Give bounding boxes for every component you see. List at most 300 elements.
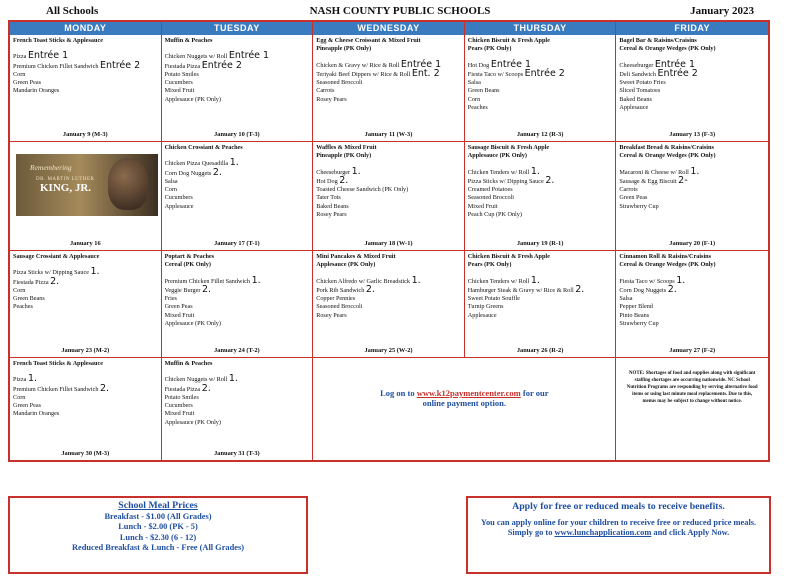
menu-item-text: Strawberry Cup bbox=[619, 320, 659, 328]
handwritten-entree-label: 2. bbox=[99, 382, 110, 394]
menu-item bbox=[13, 375, 158, 384]
breakfast-title: Cereal & Orange Wedges (PK Only) bbox=[619, 152, 716, 160]
menu-item-text: Fiestada Pizza bbox=[164, 62, 201, 70]
menu-items bbox=[316, 274, 461, 320]
mlk-day-image bbox=[16, 154, 158, 216]
menu-item bbox=[13, 268, 158, 277]
price-reduced: Reduced Breakfast & Lunch - Free (All Grades) bbox=[71, 542, 245, 552]
menu-item-text: Seasoned Broccoli bbox=[316, 303, 363, 311]
menu-item-text: Applesauce bbox=[467, 311, 497, 319]
menu-item-text: Carrots bbox=[316, 87, 335, 95]
breakfast-title: Cereal & Orange Wedges (PK Only) bbox=[619, 45, 716, 53]
menu-item-text: Seasoned Broccoli bbox=[467, 194, 515, 202]
breakfast-title: Chicken Biscuit & Fresh Apple bbox=[467, 37, 550, 44]
day-cell-friday bbox=[616, 142, 768, 251]
handwritten-entree-label: 1. bbox=[530, 274, 540, 286]
menu-item bbox=[164, 166, 310, 178]
breakfast-title: Cereal & Orange Wedges (PK Only) bbox=[619, 261, 716, 269]
menu-item bbox=[165, 295, 310, 303]
menu-item-text: Rosey Pears bbox=[316, 311, 347, 319]
payment-line2: online payment option. bbox=[422, 398, 506, 408]
breakfast-title: Cereal (PK Only) bbox=[164, 261, 211, 269]
menu-item-text: Sweet Potato Souffle bbox=[467, 295, 520, 303]
menu-item bbox=[468, 203, 613, 211]
menu-item bbox=[468, 312, 613, 320]
menu-item bbox=[13, 382, 158, 394]
menu-item bbox=[165, 375, 310, 384]
handwritten-entree-label: 2. bbox=[365, 283, 375, 295]
menu-item-text: Fiesta Taco w/ Scoops bbox=[619, 277, 675, 285]
menu-item-text: Fiestada Pizza bbox=[164, 385, 201, 393]
handwritten-entree-label: 1. bbox=[27, 373, 38, 385]
menu-item-text: Pizza Sticks w/ Dipping Sauce bbox=[13, 269, 89, 277]
menu-item bbox=[468, 186, 613, 194]
menu-item bbox=[316, 274, 461, 286]
day-date: January 24 (T-2) bbox=[214, 346, 260, 354]
menu-item bbox=[165, 410, 310, 418]
day-cell-tuesday bbox=[162, 35, 314, 142]
menu-item-text: Chicken Alfredo w/ Garlic Breadstick bbox=[316, 277, 411, 285]
menu-item-text: Fries bbox=[164, 295, 177, 303]
menu-item-text: Cheeseburger bbox=[316, 168, 351, 176]
day-cell-friday bbox=[616, 358, 768, 460]
menu-item bbox=[468, 104, 613, 112]
shortage-note: NOTE: Shortages of food and supplies along with significant staffing shortages are occurring nationwide. NC School Nutrition Programs are responding by serving alternative food items or using last minute meal replacements. Due to this, menus may be subject to change without notice. bbox=[626, 371, 758, 404]
day-cell-tuesday bbox=[162, 358, 314, 460]
menu-item bbox=[467, 67, 613, 79]
menu-item bbox=[468, 194, 613, 202]
breakfast-title: Chicken Crossiant & Peaches bbox=[164, 144, 243, 151]
menu-item bbox=[164, 382, 310, 394]
menu-item bbox=[619, 295, 765, 303]
day-cell-monday bbox=[10, 251, 162, 358]
day-header-thursday: THURSDAY bbox=[465, 22, 617, 35]
menu-item-text: Teriyaki Beef Dippers w/ Rice & Roll bbox=[316, 70, 411, 78]
menu-item-text: Applesauce bbox=[164, 202, 194, 210]
menu-item-text: Applesauce (PK Only) bbox=[164, 95, 221, 103]
menu-item-text: Green Peas bbox=[13, 79, 42, 87]
handwritten-entree-label: 2. bbox=[667, 283, 677, 295]
day-cell-thursday bbox=[465, 35, 617, 142]
district-title: NASH COUNTY PUBLIC SCHOOLS bbox=[309, 5, 491, 17]
meal-prices-title: School Meal Prices bbox=[118, 500, 198, 511]
menu-item bbox=[316, 283, 461, 295]
menu-item bbox=[467, 283, 613, 295]
handwritten-entree-label: Entrée 2 bbox=[657, 67, 698, 79]
menu-item-text: Turnip Greens bbox=[467, 303, 504, 311]
menu-item-text: Chicken Tenders w/ Roll bbox=[467, 277, 530, 285]
menu-item bbox=[13, 295, 158, 303]
day-date: January 19 (R-1) bbox=[516, 239, 564, 247]
menu-item bbox=[13, 71, 158, 79]
menu-item-text: Green Beans bbox=[467, 87, 500, 95]
menu-item bbox=[468, 303, 613, 311]
menu-item-text: Baked Beans bbox=[619, 95, 652, 103]
menu-items bbox=[316, 165, 461, 220]
breakfast-title: Pears (PK Only) bbox=[467, 45, 512, 53]
handwritten-entree-label: 1. bbox=[690, 165, 700, 177]
handwritten-entree-label: 1. bbox=[251, 274, 261, 286]
menu-items bbox=[619, 165, 765, 211]
menu-calendar bbox=[8, 20, 770, 462]
menu-item-text: Chicken & Gravy w/ Rice & Roll bbox=[316, 61, 400, 69]
menu-item bbox=[619, 87, 765, 95]
menu-item-text: Salsa bbox=[164, 177, 178, 185]
menu-item-text: Premium Chicken Fillet Sandwich bbox=[13, 385, 99, 393]
handwritten-entree-label: 1. bbox=[530, 165, 540, 177]
menu-item bbox=[165, 79, 310, 87]
handwritten-entree-label: 2. bbox=[50, 275, 60, 287]
price-lunch-612: Lunch - $2.30 (6 - 12) bbox=[119, 532, 197, 542]
day-date: January 26 (R-2) bbox=[516, 346, 564, 354]
menu-item-text: Pork Rib Sandwich bbox=[316, 286, 365, 294]
menu-item-text: Chicken Nuggets w/ Roll bbox=[164, 376, 228, 384]
day-date: January 25 (W-2) bbox=[364, 346, 413, 354]
menu-item bbox=[13, 410, 158, 418]
menu-item bbox=[165, 203, 310, 211]
handwritten-entree-label: 1. bbox=[228, 373, 238, 385]
menu-items bbox=[164, 274, 310, 329]
menu-item-text: Premium Chicken Fillet Sandwich bbox=[13, 62, 99, 70]
menu-item-text: Rosey Pears bbox=[316, 211, 347, 219]
menu-item bbox=[619, 203, 765, 211]
menu-item-text: Green Beans bbox=[13, 295, 45, 303]
menu-item-text: Hot Dog bbox=[467, 61, 490, 69]
menu-item-text: Fiesta Taco w/ Scoops bbox=[467, 70, 524, 78]
breakfast-title: French Toast Sticks & Applesauce bbox=[13, 37, 103, 44]
handwritten-entree-label: Entrée 2 bbox=[524, 67, 565, 79]
breakfast-title: Applesauce (PK Only) bbox=[467, 152, 527, 160]
day-date: January 31 (T-3) bbox=[214, 449, 260, 457]
handwritten-entree-label: 2. bbox=[212, 166, 222, 178]
menu-item-text: Baked Beans bbox=[316, 202, 349, 210]
breakfast-title: Bagel Bar & Raisins/Craisins bbox=[619, 37, 697, 44]
breakfast-title: Pineapple (PK Only) bbox=[316, 45, 372, 53]
menu-item bbox=[165, 312, 310, 320]
day-date: January 23 (M-2) bbox=[61, 346, 110, 354]
breakfast-title: Muffin & Peaches bbox=[164, 37, 213, 44]
menu-item-text: Applesauce bbox=[619, 104, 649, 112]
menu-item bbox=[619, 194, 765, 202]
menu-item-text: Carrots bbox=[619, 186, 638, 194]
menu-item-text: Rosey Pears bbox=[316, 95, 347, 103]
menu-item-text: Sliced Tomatoes bbox=[619, 87, 661, 95]
month-label: January 2023 bbox=[690, 5, 754, 17]
menu-item-text: Deli Sandwich bbox=[619, 70, 656, 78]
menu-item-text: Mandarin Oranges bbox=[13, 410, 60, 418]
menu-item bbox=[468, 96, 613, 104]
menu-item bbox=[316, 303, 461, 311]
breakfast-title: Muffin & Peaches bbox=[164, 360, 213, 367]
breakfast-title: French Toast Sticks & Applesauce bbox=[13, 360, 103, 367]
breakfast-title: Poptart & Peaches bbox=[164, 253, 215, 260]
handwritten-entree-label: 2. bbox=[575, 283, 585, 295]
menu-item bbox=[316, 174, 461, 186]
day-header-wednesday: WEDNESDAY bbox=[313, 22, 465, 35]
menu-item bbox=[619, 104, 765, 112]
handwritten-entree-label: Entrée 1 bbox=[400, 58, 442, 70]
menu-item-text: Salsa bbox=[619, 295, 633, 303]
menu-item bbox=[165, 394, 310, 402]
handwritten-entree-label: 2- bbox=[678, 174, 688, 186]
handwritten-entree-label: 1. bbox=[411, 274, 421, 286]
handwritten-entree-label: Entrée 1 bbox=[228, 50, 270, 62]
breakfast-title: Waffles & Mixed Fruit bbox=[316, 144, 377, 151]
menu-items bbox=[165, 375, 310, 427]
handwritten-entree-label: Entrée 1 bbox=[654, 58, 696, 70]
payment-suffix: for our bbox=[522, 388, 549, 398]
menu-items bbox=[467, 165, 613, 220]
day-cell-thursday bbox=[465, 142, 617, 251]
handwritten-entree-label: 1. bbox=[351, 165, 361, 177]
menu-item bbox=[316, 295, 461, 303]
menu-item-text: Creamed Potatoes bbox=[467, 186, 513, 194]
breakfast-title: Sausage Biscuit & Fresh Apple bbox=[467, 144, 550, 151]
lunch-application-link[interactable]: www.lunchapplication.com bbox=[554, 528, 652, 538]
handwritten-entree-label: Entrée 2 bbox=[99, 59, 141, 71]
menu-item-text: Veggie Burger bbox=[164, 286, 201, 294]
menu-item bbox=[468, 211, 613, 219]
menu-item-text: Applesauce (PK Only) bbox=[164, 320, 221, 328]
day-date: January 27 (F-2) bbox=[669, 346, 716, 354]
menu-items bbox=[13, 268, 158, 311]
day-header-monday: MONDAY bbox=[10, 22, 162, 35]
menu-item bbox=[468, 87, 613, 95]
menu-item-text: Corn bbox=[13, 286, 26, 294]
price-breakfast: Breakfast - $1.00 (All Grades) bbox=[104, 512, 212, 522]
menu-item-text: Corn bbox=[13, 70, 26, 78]
day-date: January 20 (F-1) bbox=[669, 239, 716, 247]
menu-item-text: Corn Dog Nuggets bbox=[164, 169, 212, 177]
menu-item-text: Corn Dog Nuggets bbox=[619, 286, 667, 294]
menu-item bbox=[468, 295, 613, 303]
breakfast-title: Breakfast Bread & Raisins/Craisins bbox=[619, 144, 714, 151]
menu-item bbox=[165, 96, 310, 104]
breakfast-title: Pineapple (PK Only) bbox=[316, 152, 372, 160]
menu-item bbox=[316, 79, 461, 87]
menu-item bbox=[316, 186, 461, 194]
day-cell-wednesday bbox=[313, 142, 465, 251]
handwritten-entree-label: 2. bbox=[201, 382, 211, 394]
day-cell-monday bbox=[10, 142, 162, 251]
menu-item bbox=[316, 203, 461, 211]
day-date: January 10 (T-3) bbox=[214, 130, 260, 138]
menu-item-text: Cheeseburger bbox=[619, 61, 654, 69]
menu-item-text: Mixed Fruit bbox=[467, 202, 498, 210]
menu-item bbox=[13, 87, 158, 95]
handwritten-entree-label: Entrée 1 bbox=[27, 50, 69, 62]
menu-item bbox=[619, 165, 765, 177]
menu-item bbox=[13, 402, 158, 410]
day-cell-friday bbox=[616, 251, 768, 358]
menu-item bbox=[619, 274, 765, 286]
menu-item-text: Corn bbox=[164, 186, 177, 194]
breakfast-title: Sausage Crossiant & Applesauce bbox=[13, 253, 100, 260]
benefits-title: Apply for free or reduced meals to receive benefits. bbox=[512, 501, 725, 512]
handwritten-entree-label: Entrée 1 bbox=[490, 58, 532, 70]
menu-item-text: Copper Pennies bbox=[316, 295, 356, 303]
breakfast-title: Pears (PK Only) bbox=[467, 261, 512, 269]
menu-item-text: Salsa bbox=[467, 79, 481, 87]
breakfast-title: Mini Pancakes & Mixed Fruit bbox=[316, 253, 396, 260]
menu-items bbox=[316, 58, 461, 104]
menu-items bbox=[467, 58, 613, 113]
menu-items bbox=[619, 274, 765, 329]
day-cell-wednesday bbox=[313, 35, 465, 142]
menu-item bbox=[165, 419, 310, 427]
menu-item-text: Peaches bbox=[13, 303, 33, 311]
day-date: January 30 (M-3) bbox=[61, 449, 110, 457]
menu-item bbox=[164, 59, 310, 71]
menu-item-text: Pepper Blend bbox=[619, 303, 653, 311]
benefits-box bbox=[466, 496, 771, 574]
menu-item bbox=[13, 59, 158, 71]
day-date: January 17 (T-1) bbox=[214, 239, 260, 247]
menu-item bbox=[619, 174, 765, 186]
menu-items bbox=[13, 52, 158, 95]
menu-item-text: Cucumbers bbox=[164, 194, 193, 202]
menu-item-text: Cucumbers bbox=[164, 79, 193, 87]
menu-items bbox=[467, 274, 613, 320]
menu-item-text: Potato Smiles bbox=[164, 70, 199, 78]
portrait bbox=[108, 158, 148, 210]
menu-item-text: Green Peas bbox=[619, 194, 648, 202]
menu-item-text: Toasted Cheese Sandwich (PK Only) bbox=[316, 186, 409, 194]
menu-item-text: Chicken Nuggets w/ Roll bbox=[164, 53, 228, 61]
handwritten-entree-label: 2. bbox=[339, 174, 349, 186]
day-header-tuesday: TUESDAY bbox=[162, 22, 314, 35]
menu-item-text: Mixed Fruit bbox=[164, 311, 195, 319]
menu-item bbox=[619, 320, 765, 328]
menu-item-text: Macaroni & Cheese w/ Roll bbox=[619, 168, 689, 176]
day-cell-wednesday bbox=[313, 251, 465, 358]
breakfast-title: Chicken Biscuit & Fresh Apple bbox=[467, 253, 550, 260]
menu-item-text: Peach Cup (PK Only) bbox=[467, 211, 522, 219]
handwritten-entree-label: 1. bbox=[90, 266, 100, 278]
menu-item-text: Hamburger Steak & Gravy w/ Rice & Roll bbox=[467, 286, 574, 294]
menu-item-text: Peaches bbox=[467, 104, 488, 112]
handwritten-entree-label: 2. bbox=[201, 283, 212, 295]
menu-item-text: Fiestada Pizza bbox=[13, 278, 49, 286]
menu-item bbox=[619, 96, 765, 104]
day-date: January 16 bbox=[69, 239, 101, 247]
menu-item bbox=[316, 67, 461, 79]
day-header-friday: FRIDAY bbox=[616, 22, 768, 35]
menu-item-text: Pizza bbox=[13, 53, 27, 61]
menu-items bbox=[13, 375, 158, 418]
menu-item-text: Potato Smiles bbox=[164, 393, 199, 401]
benefits-text bbox=[474, 518, 763, 538]
day-date: January 13 (F-3) bbox=[669, 130, 716, 138]
menu-item-text: Strawberry Cup bbox=[619, 202, 659, 210]
menu-item-text: Corn bbox=[467, 95, 481, 103]
payment-prefix: Log on to bbox=[380, 388, 415, 398]
menu-item bbox=[13, 275, 158, 287]
menu-item bbox=[467, 174, 613, 186]
menu-item bbox=[165, 303, 310, 311]
menu-item bbox=[165, 178, 310, 186]
menu-item bbox=[468, 79, 613, 87]
menu-item bbox=[467, 165, 613, 177]
breakfast-title: Applesauce (PK Only) bbox=[316, 261, 376, 269]
menu-item bbox=[619, 283, 765, 295]
mlk-line3: KING, JR. bbox=[40, 182, 92, 194]
menu-item-text: Sausage & Egg Biscuit bbox=[619, 177, 677, 185]
menu-item bbox=[316, 312, 461, 320]
audience-label: All Schools bbox=[46, 5, 99, 17]
menu-item bbox=[164, 274, 310, 286]
day-cell-monday bbox=[10, 35, 162, 142]
day-cell-monday bbox=[10, 358, 162, 460]
meal-prices-box bbox=[8, 496, 308, 574]
handwritten-entree-label: 2. bbox=[545, 174, 555, 186]
menu-item bbox=[165, 159, 310, 168]
menu-item bbox=[619, 312, 765, 320]
menu-item-text: Cucumbers bbox=[164, 402, 193, 410]
day-date: January 12 (R-3) bbox=[516, 130, 564, 138]
menu-item bbox=[13, 287, 158, 295]
menu-item bbox=[164, 283, 310, 295]
menu-item-text: Seasoned Broccoli bbox=[316, 79, 363, 87]
menu-item-text: Applesauce (PK Only) bbox=[164, 418, 221, 426]
menu-item bbox=[165, 320, 310, 328]
day-cell-wednesday bbox=[313, 358, 616, 460]
menu-item bbox=[316, 96, 461, 104]
menu-item bbox=[13, 394, 158, 402]
menu-item-text: Green Peas bbox=[164, 303, 193, 311]
day-cell-friday bbox=[616, 35, 768, 142]
menu-item bbox=[165, 194, 310, 202]
menu-item bbox=[13, 303, 158, 311]
menu-item bbox=[316, 87, 461, 95]
menu-item-text: Mixed Fruit bbox=[164, 410, 195, 418]
day-cell-thursday bbox=[465, 251, 617, 358]
menu-item-text: Pizza Sticks w/ Dipping Sauce bbox=[467, 177, 544, 185]
menu-item-text: Tater Tots bbox=[316, 194, 341, 202]
menu-item bbox=[619, 67, 765, 79]
menu-item-text: Pinto Beans bbox=[619, 311, 650, 319]
handwritten-entree-label: Ent. 2 bbox=[411, 67, 440, 79]
menu-item-text: Chicken Pizza Quesadilla bbox=[164, 160, 229, 168]
benefits-suffix: and click Apply Now. bbox=[653, 528, 730, 538]
mlk-line2: DR. MARTIN LUTHER bbox=[36, 177, 95, 182]
menu-items bbox=[619, 58, 765, 113]
menu-item-text: Pizza bbox=[13, 376, 27, 384]
menu-item bbox=[165, 71, 310, 79]
payment-link[interactable]: www.k12paymentcenter.com bbox=[416, 388, 521, 398]
day-cell-tuesday bbox=[162, 251, 314, 358]
menu-items bbox=[165, 52, 310, 104]
menu-item-text: Hot Dog bbox=[316, 177, 338, 185]
day-cell-tuesday bbox=[162, 142, 314, 251]
menu-item bbox=[619, 303, 765, 311]
day-date: January 18 (W-1) bbox=[364, 239, 413, 247]
menu-item bbox=[619, 186, 765, 194]
handwritten-entree-label: 1. bbox=[229, 157, 239, 169]
day-date: January 11 (W-3) bbox=[364, 130, 413, 138]
menu-item-text: Premium Chicken Fillet Sandwich bbox=[164, 277, 251, 285]
menu-item bbox=[165, 402, 310, 410]
menu-item bbox=[316, 194, 461, 202]
menu-item-text: Corn bbox=[13, 393, 26, 401]
menu-item bbox=[316, 211, 461, 219]
menu-items bbox=[165, 159, 310, 211]
handwritten-entree-label: 1. bbox=[676, 274, 686, 286]
mlk-line1: Remembering bbox=[30, 163, 72, 172]
menu-item bbox=[316, 165, 461, 177]
breakfast-title: Cinnamon Roll & Raisins/Craisins bbox=[619, 253, 712, 260]
handwritten-entree-label: Entrée 2 bbox=[201, 59, 242, 71]
